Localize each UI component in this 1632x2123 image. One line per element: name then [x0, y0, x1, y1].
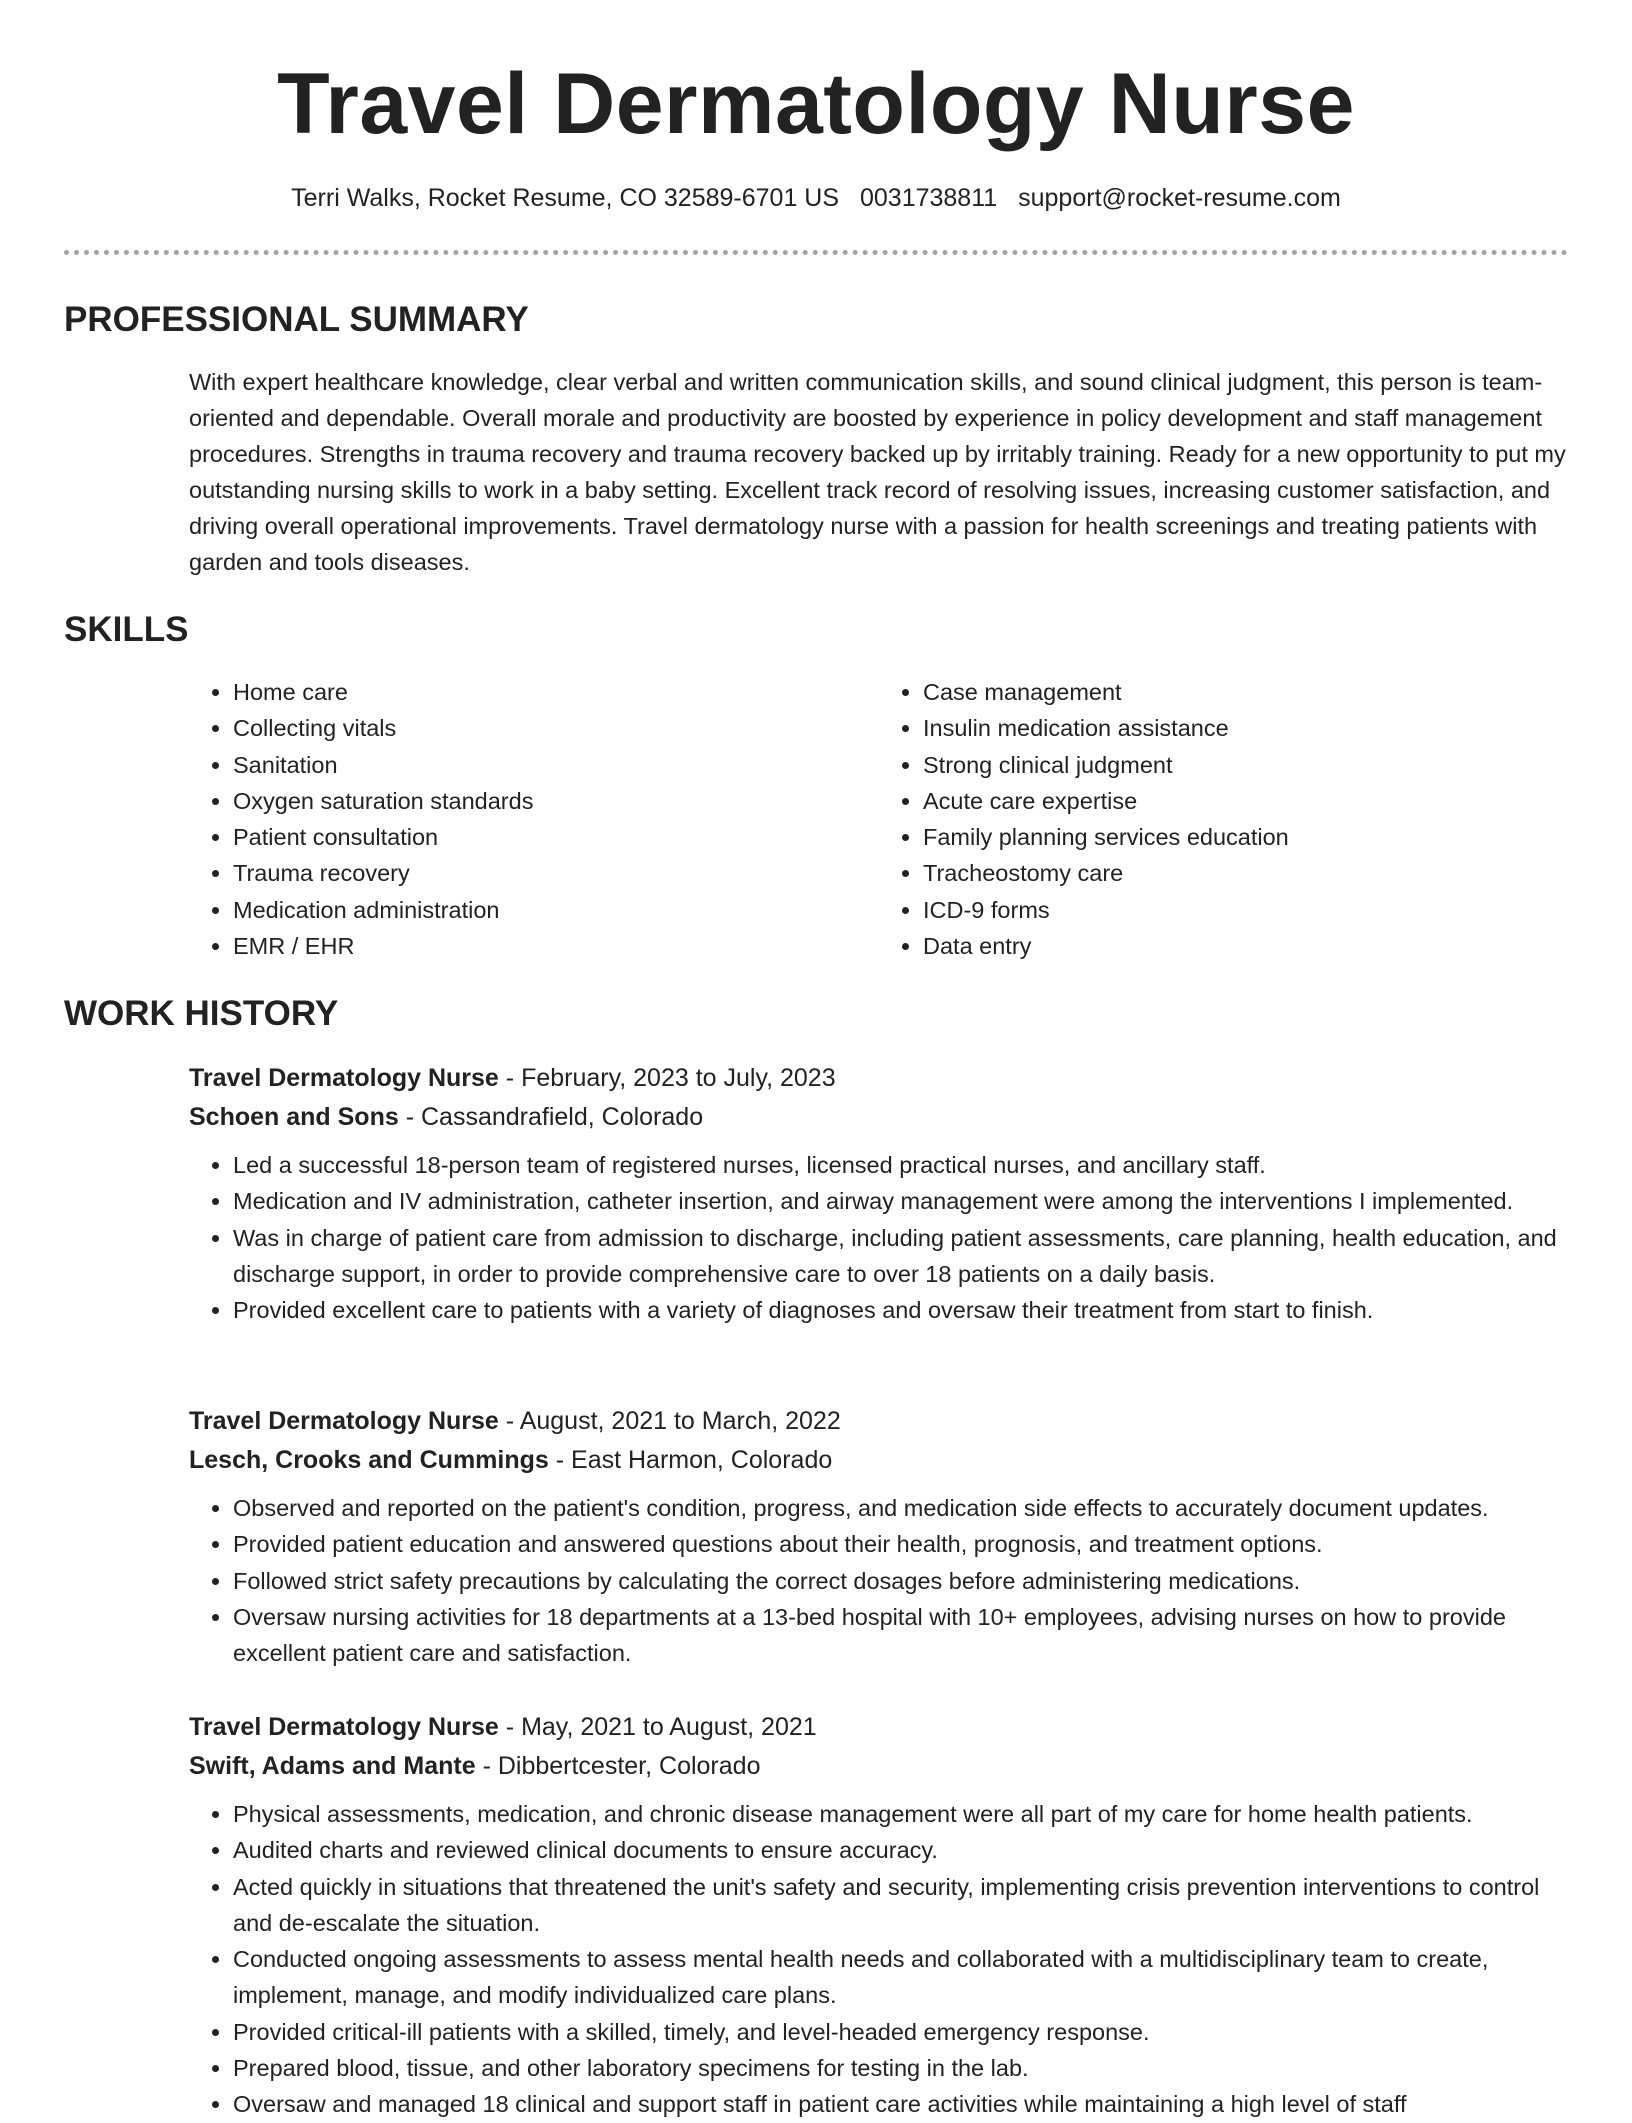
job-entry — [189, 1059, 1574, 1328]
job-dates: - August, 2021 to March, 2022 — [505, 1407, 841, 1435]
job-entry — [189, 1402, 1574, 1671]
skill-item: • Acute care expertise — [923, 783, 1569, 819]
skill-item: • Medication administration — [233, 892, 879, 928]
job-bullet: • Acted quickly in situations that threatened the unit's safety and security, implementing crisis prevention interventions to control and de-escalate the situation. — [233, 1869, 1574, 1942]
skill-item: • ICD-9 forms — [923, 892, 1569, 928]
job-title: Travel Dermatology Nurse — [189, 1407, 499, 1435]
skill-item: • Case management — [923, 674, 1569, 710]
job-title-line — [189, 1402, 1574, 1441]
skill-item: • Tracheostomy care — [923, 855, 1569, 891]
contact-line — [0, 180, 1632, 216]
job-company: Schoen and Sons — [189, 1103, 399, 1131]
job-bullet: • Provided patient education and answered questions about their health, prognosis, and treatment options. — [233, 1526, 1574, 1562]
job-title-line — [189, 1059, 1574, 1098]
contact-phone: 0031738811 — [859, 184, 998, 212]
contact-email: support@rocket-resume.com — [1018, 184, 1341, 212]
job-bullet: • Medication and IV administration, catheter insertion, and airway management were among the interventions I implemented. — [233, 1183, 1574, 1219]
skill-item: • Oxygen saturation standards — [233, 783, 879, 819]
skills-list — [189, 674, 1569, 964]
skill-item: • Trauma recovery — [233, 855, 879, 891]
job-company-line — [189, 1441, 1574, 1480]
job-entry — [189, 1708, 1574, 2123]
work-history-heading: WORK HISTORY — [64, 994, 339, 1033]
job-bullet: • Physical assessments, medication, and chronic disease management were all part of my care for home health patients. — [233, 1796, 1574, 1832]
job-bullet: • Conducted ongoing assessments to assess mental health needs and collaborated with a multidisciplinary team to create, implement, manage, and modify individualized care plans. — [233, 1941, 1574, 2014]
skills-column-left — [189, 674, 879, 964]
skills-heading: SKILLS — [64, 610, 189, 649]
skill-item: • Strong clinical judgment — [923, 747, 1569, 783]
job-location: - Dibbertcester, Colorado — [482, 1752, 761, 1780]
job-dates: - May, 2021 to August, 2021 — [505, 1713, 817, 1741]
job-company: Lesch, Crooks and Cummings — [189, 1446, 549, 1474]
job-bullet: • Was in charge of patient care from admission to discharge, including patient assessments, care planning, health education, and discharge support, in order to provide comprehensive care to over 18 patients on a daily basis. — [233, 1220, 1574, 1293]
job-bullet: • Provided excellent care to patients with a variety of diagnoses and oversaw their treatment from start to finish. — [233, 1292, 1574, 1328]
skill-item: • Data entry — [923, 928, 1569, 964]
contact-address: Terri Walks, Rocket Resume, CO 32589-6701 US — [291, 184, 840, 212]
job-title-line — [189, 1708, 1574, 1747]
skill-item: • Insulin medication assistance — [923, 710, 1569, 746]
skill-item: • Family planning services education — [923, 819, 1569, 855]
summary-text: With expert healthcare knowledge, clear verbal and written communication skills, and sound clinical judgment, this person is team-oriented and dependable. Overall morale and productivity are boosted by experience in policy development and staff management procedures. Strengths in trauma recovery and trauma recovery backed up by irritably training. Ready for a new opportunity to put my outstanding nursing skills to work in a baby setting. Excellent track record of resolving issues, increasing customer satisfaction, and driving overall operational improvements. Travel dermatology nurse with a passion for health screenings and treating patients with garden and tools diseases. — [189, 369, 1566, 575]
job-location: - East Harmon, Colorado — [555, 1446, 833, 1474]
job-title: Travel Dermatology Nurse — [189, 1713, 499, 1741]
skill-item: • EMR / EHR — [233, 928, 879, 964]
job-bullet: • Audited charts and reviewed clinical documents to ensure accuracy. — [233, 1832, 1574, 1868]
job-bullet: • Followed strict safety precautions by calculating the correct dosages before administering medications. — [233, 1563, 1574, 1599]
header-divider — [64, 250, 1568, 255]
job-bullet: • Provided critical-ill patients with a skilled, timely, and level-headed emergency response. — [233, 2014, 1574, 2050]
skills-column-right — [879, 674, 1569, 964]
job-bullet: • Led a successful 18-person team of registered nurses, licensed practical nurses, and ancillary staff. — [233, 1147, 1574, 1183]
skill-item: • Sanitation — [233, 747, 879, 783]
job-bullets — [189, 1490, 1574, 1671]
skill-item: • Patient consultation — [233, 819, 879, 855]
job-company-line — [189, 1747, 1574, 1786]
job-company-line — [189, 1098, 1574, 1137]
job-company: Swift, Adams and Mante — [189, 1752, 476, 1780]
job-bullets — [189, 1147, 1574, 1328]
job-location: - Cassandrafield, Colorado — [405, 1103, 704, 1131]
job-title: Travel Dermatology Nurse — [189, 1064, 499, 1092]
skill-item: • Home care — [233, 674, 879, 710]
skill-item: • Collecting vitals — [233, 710, 879, 746]
summary-heading: PROFESSIONAL SUMMARY — [64, 300, 529, 339]
job-bullet: • Oversaw and managed 18 clinical and support staff in patient care activities while maintaining a high level of staff — [233, 2086, 1574, 2122]
resume-name: Travel Dermatology Nurse — [277, 56, 1355, 152]
job-dates: - February, 2023 to July, 2023 — [505, 1064, 836, 1092]
job-bullet: • Oversaw nursing activities for 18 departments at a 13-bed hospital with 10+ employees, advising nurses on how to provide excellent patient care and satisfaction. — [233, 1599, 1574, 1672]
job-bullet: • Prepared blood, tissue, and other laboratory specimens for testing in the lab. — [233, 2050, 1574, 2086]
job-bullet: • Observed and reported on the patient's condition, progress, and medication side effects to accurately document updates. — [233, 1490, 1574, 1526]
job-bullets — [189, 1796, 1574, 2123]
